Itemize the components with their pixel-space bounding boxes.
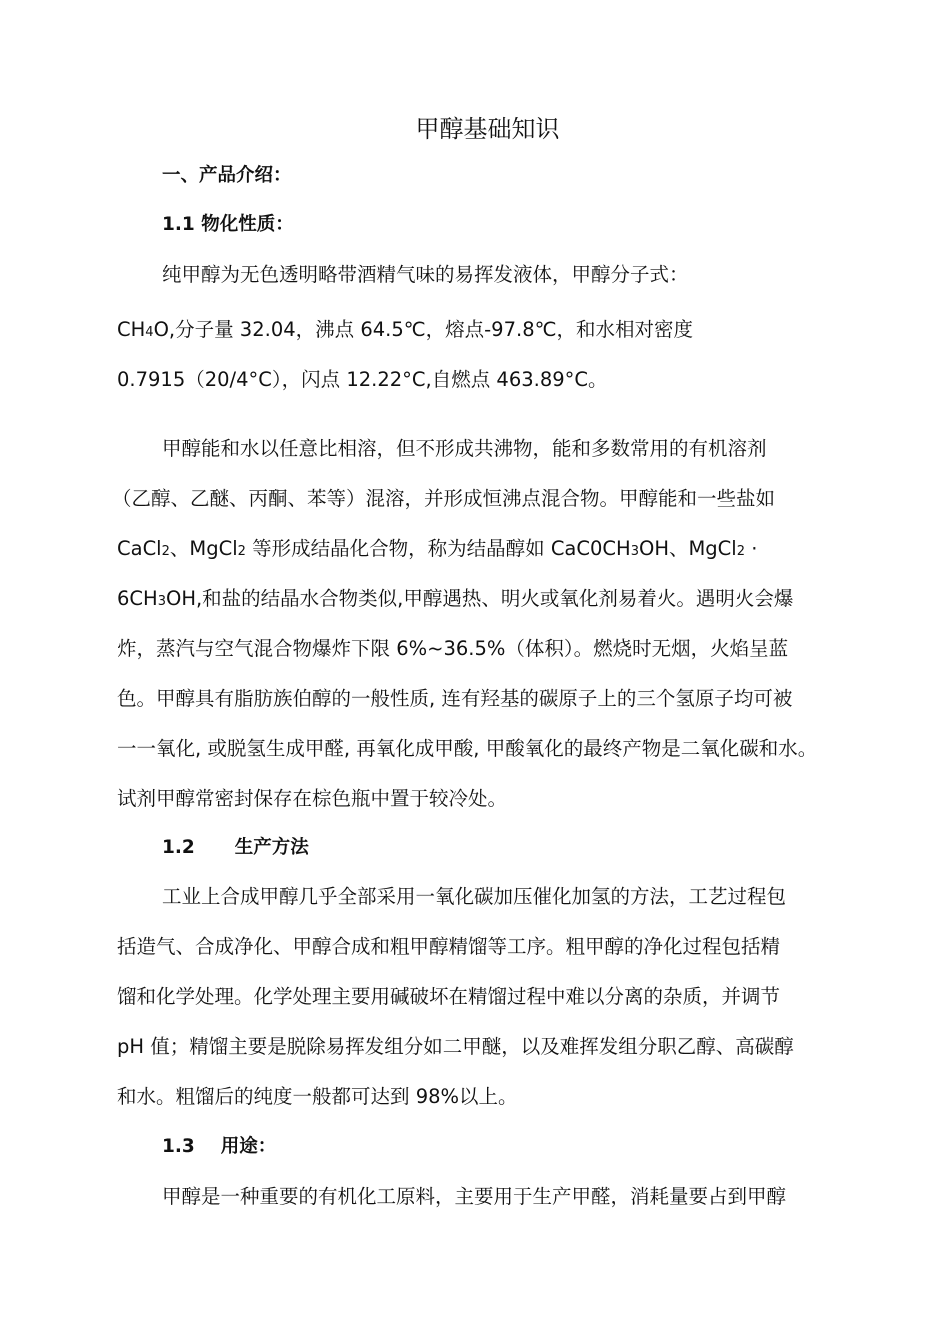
paragraph-line: 甲醇是一种重要的有机化工原料，主要用于生产甲醛，消耗量要占到甲醇 — [162, 1185, 787, 1208]
heading-number: 1.3 — [162, 1136, 195, 1157]
heading-number: 1.2 — [162, 837, 195, 858]
text-run: CH — [117, 318, 146, 341]
text-run: 6CH — [117, 587, 158, 610]
paragraph-line: 一一氧化, 或脱氢生成甲醛, 再氧化成甲酸, 甲酸氧化的最终产物是二氧化碳和水。 — [117, 737, 818, 760]
formula-subscript: 3 — [630, 544, 639, 559]
text-run: CaCl — [117, 537, 162, 560]
paragraph-line: 试剂甲醇常密封保存在棕色瓶中置于较冷处。 — [117, 787, 508, 810]
paragraph-line: 馏和化学处理。化学处理主要用碱破坏在精馏过程中难以分离的杂质，并调节 — [117, 985, 781, 1008]
text-run: 、MgCl — [169, 537, 238, 560]
heading-text: 用途： — [220, 1136, 277, 1157]
text-run: OH、MgCl — [638, 537, 737, 560]
formula-subscript: 2 — [237, 544, 246, 559]
text-run: O,分子量 32.04，沸点 64.5℃，熔点-97.8℃，和水相对密度 — [153, 318, 694, 341]
paragraph-line: 色。甲醇具有脂肪族伯醇的一般性质, 连有羟基的碳原子上的三个氢原子均可被 — [117, 687, 793, 710]
paragraph-line: 0.7915（20/4°C），闪点 12.22°C,自燃点 463.89°C。 — [117, 368, 608, 391]
paragraph-line — [117, 536, 757, 565]
text-run: OH,和盐的结晶水合物类似,甲醇遇热、明火或氧化剂易着火。遇明火会爆 — [165, 587, 794, 610]
paragraph-line — [117, 317, 693, 346]
formula-subscript: 2 — [736, 544, 745, 559]
paragraph-line: 和水。粗馏后的纯度一般都可达到 98%以上。 — [117, 1085, 518, 1108]
paragraph-line: pH 值；精馏主要是脱除易挥发组分如二甲醚，以及难挥发组分职乙醇、高碳醇 — [117, 1035, 794, 1058]
text-run: · — [745, 537, 758, 560]
heading-text: 生产方法 — [234, 837, 309, 858]
subsection-heading-uses — [162, 1134, 276, 1160]
paragraph-line: 炸，蒸汽与空气混合物爆炸下限 6%~36.5%（体积）。燃烧时无烟，火焰呈蓝 — [117, 637, 789, 660]
text-run: 等形成结晶化合物，称为结晶醇如 CaC0CH — [245, 537, 631, 560]
paragraph-line: 甲醇能和水以任意比相溶，但不形成共沸物，能和多数常用的有机溶剂 — [162, 437, 767, 460]
paragraph-line: 纯甲醇为无色透明略带酒精气味的易挥发液体，甲醇分子式： — [162, 263, 689, 286]
paragraph-line: （乙醇、乙醚、丙酮、苯等）混溶，并形成恒沸点混合物。甲醇能和一些盐如 — [112, 487, 776, 510]
section-heading-product-intro: 一、产品介绍： — [162, 165, 292, 186]
paragraph-line: 括造气、合成净化、甲醇合成和粗甲醇精馏等工序。粗甲醇的净化过程包括精 — [117, 935, 781, 958]
formula-subscript: 2 — [161, 544, 170, 559]
formula-subscript: 3 — [157, 594, 166, 609]
subsection-heading-properties: 1.1 物化性质： — [162, 214, 294, 235]
paragraph-line: 工业上合成甲醇几乎全部采用一氧化碳加压催化加氢的方法，工艺过程包 — [162, 885, 787, 908]
page-title: 甲醇基础知识 — [415, 115, 560, 143]
subsection-heading-production — [162, 835, 309, 861]
paragraph-line — [117, 586, 793, 615]
formula-subscript: 4 — [145, 325, 154, 340]
